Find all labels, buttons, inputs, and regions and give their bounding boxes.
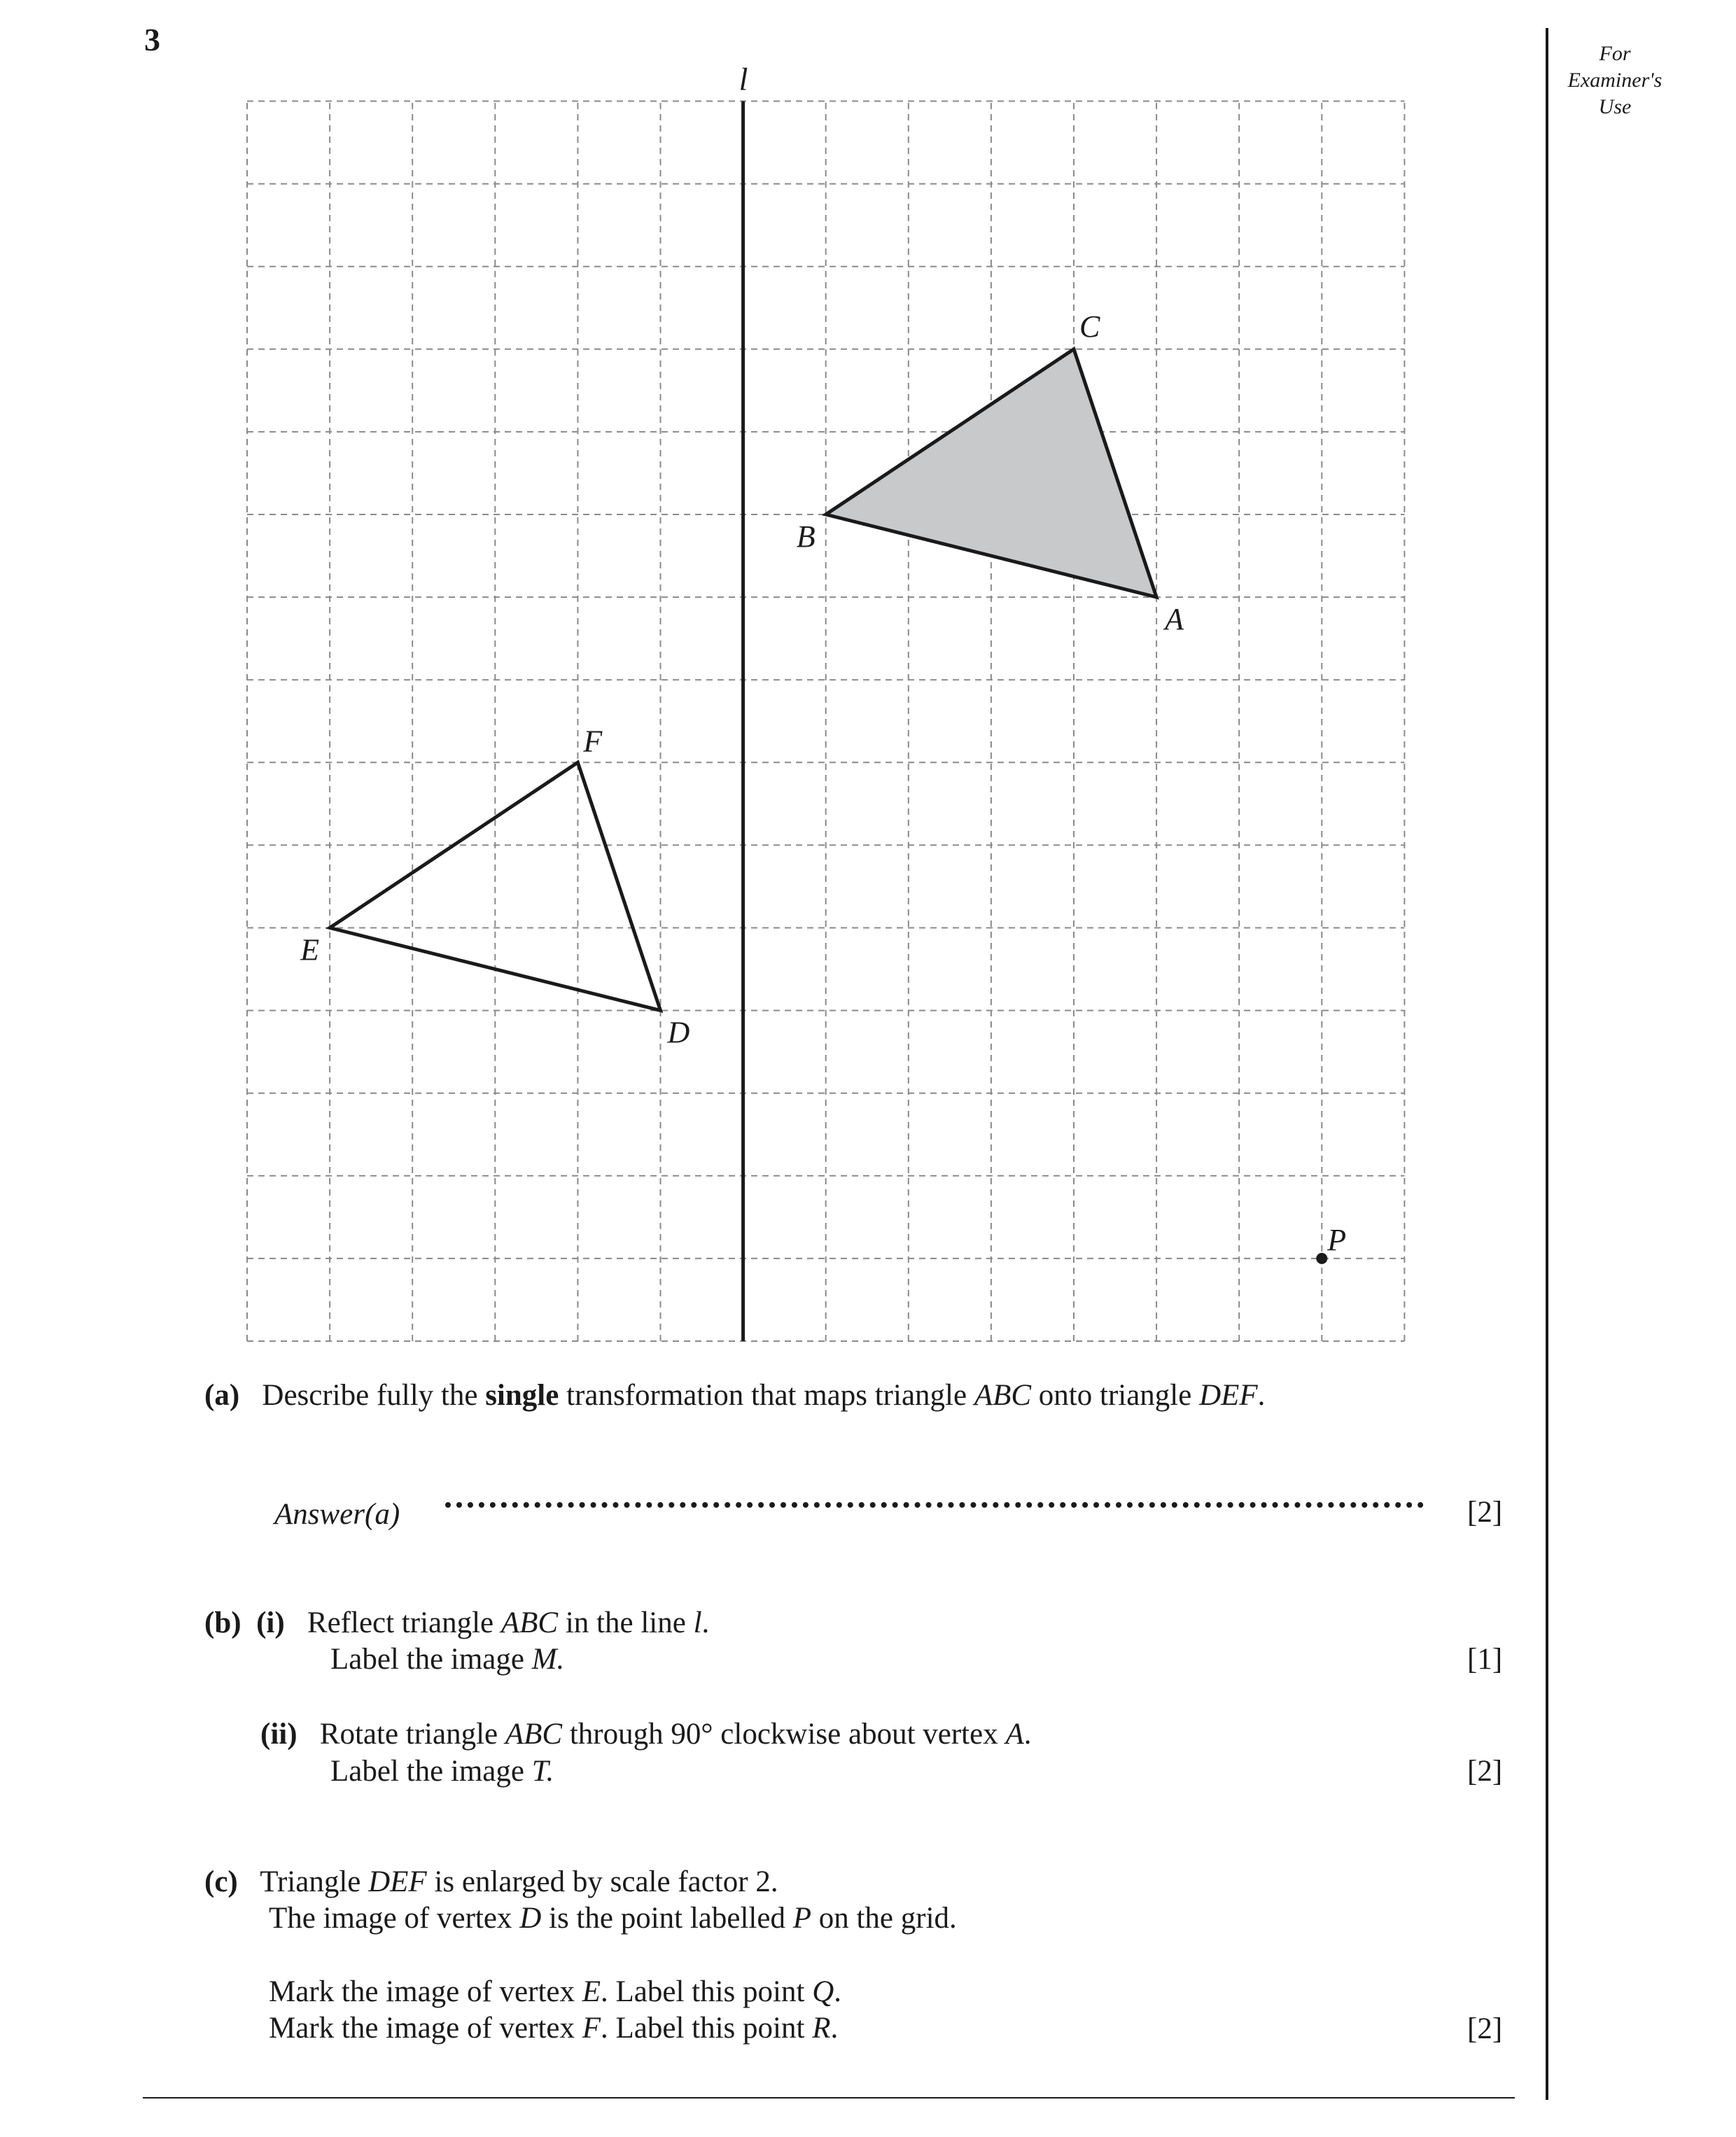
part-b-i-line2	[330, 1641, 564, 1678]
answer-a-label-text: Answer(a)	[274, 1498, 400, 1531]
part-c-text-1b: is enlarged by scale factor 2.	[434, 1865, 778, 1898]
part-b-i-line1	[204, 1605, 709, 1641]
vertex-label-d: D	[667, 1015, 690, 1050]
part-b-i-text-a: Reflect triangle	[307, 1606, 494, 1639]
marks-b-ii: [2]	[1467, 1755, 1503, 1788]
part-b-i-line: l	[693, 1606, 702, 1639]
part-a-text-4: .	[1257, 1379, 1266, 1412]
part-b-ii-text-a: Rotate triangle	[319, 1718, 498, 1751]
part-b-ii-triangle: ABC	[505, 1718, 563, 1751]
part-b-ii-line1	[260, 1716, 1032, 1753]
part-a-text-2: transformation that maps triangle	[566, 1379, 967, 1412]
part-a-triangle-2: DEF	[1199, 1379, 1258, 1412]
examiner-line-3: Use	[1598, 95, 1632, 118]
part-c-text-2b: is the point labelled	[549, 1902, 785, 1935]
part-c-point-p: P	[792, 1902, 811, 1935]
examiner-line-1: For	[1599, 42, 1631, 65]
part-c-text-2a: The image of vertex	[269, 1902, 512, 1935]
part-a-label: (a)	[204, 1379, 240, 1412]
part-b-ii-vertex: A	[1005, 1718, 1024, 1751]
answer-a-line[interactable]	[445, 1502, 1424, 1508]
vertex-labels	[300, 309, 1346, 1257]
dashed-grid	[247, 101, 1404, 1342]
part-a-question	[204, 1378, 1265, 1414]
part-b-i-end: .	[701, 1606, 710, 1639]
part-c-vertex-d: D	[519, 1902, 542, 1935]
part-b-i-text-b: in the line	[565, 1606, 686, 1639]
part-c-text-3b: . Label this point	[601, 1975, 805, 2008]
part-b-ii-image-t: T.	[531, 1755, 554, 1788]
part-c-text-3a: Mark the image of vertex	[269, 1975, 575, 2008]
part-b-label: (b)	[204, 1606, 241, 1639]
vertex-label-a: A	[1165, 602, 1184, 637]
vertex-label-b: B	[796, 519, 816, 554]
part-b-ii-text-c: Label the image	[330, 1755, 524, 1788]
part-c-line4	[269, 2010, 838, 2047]
part-c-label: (c)	[204, 1865, 238, 1898]
point-p-dot	[1316, 1253, 1327, 1264]
part-c-text-2c: on the grid.	[818, 1902, 957, 1935]
part-a-bold-word: single	[485, 1379, 559, 1412]
part-c-vertex-f: F	[582, 2012, 601, 2045]
part-b-i-label: (i)	[256, 1606, 285, 1639]
part-c-line2	[269, 1900, 957, 1937]
mirror-line-label: l	[738, 61, 748, 97]
part-c-vertex-e: E	[582, 1975, 601, 2008]
part-a-text-1: Describe fully the	[262, 1379, 478, 1412]
part-c-text-1a: Triangle	[260, 1865, 361, 1898]
question-number: 3	[144, 22, 160, 57]
part-c-triangle: DEF	[368, 1865, 427, 1898]
part-c-text-3end: .	[834, 1975, 841, 2008]
part-c-line3	[269, 1974, 841, 2010]
part-a-text-3: onto triangle	[1038, 1379, 1192, 1412]
vertex-label-e: E	[300, 932, 319, 967]
vertex-label-p: P	[1327, 1222, 1347, 1257]
part-b-i-text-c: Label the image	[330, 1643, 524, 1676]
part-b-ii-label: (ii)	[260, 1718, 298, 1751]
footer-rule	[143, 2097, 1515, 2099]
part-b-i-triangle: ABC	[500, 1606, 559, 1639]
part-b-ii-line2	[330, 1753, 554, 1790]
vertex-label-c: C	[1079, 309, 1100, 344]
part-a-triangle-1: ABC	[974, 1379, 1032, 1412]
part-c-line1	[204, 1864, 778, 1900]
examiner-line-2: Examiner's	[1567, 69, 1662, 92]
part-c-text-4b: . Label this point	[601, 2012, 805, 2045]
part-b-ii-text-b: through 90° clockwise about vertex	[569, 1718, 998, 1751]
part-c-point-q: Q	[812, 1975, 834, 2008]
marks-c: [2]	[1467, 2012, 1503, 2045]
part-b-i-image-m: M.	[531, 1643, 565, 1676]
vertex-label-f: F	[583, 724, 603, 759]
part-c-text-4a: Mark the image of vertex	[269, 2012, 575, 2045]
marks-a: [2]	[1467, 1496, 1503, 1529]
part-b-ii-end: .	[1023, 1718, 1032, 1751]
marks-b-i: [1]	[1467, 1643, 1503, 1676]
part-c-text-4end: .	[830, 2012, 839, 2045]
answer-a-label	[274, 1497, 400, 1533]
part-c-point-r: R	[812, 2012, 831, 2045]
